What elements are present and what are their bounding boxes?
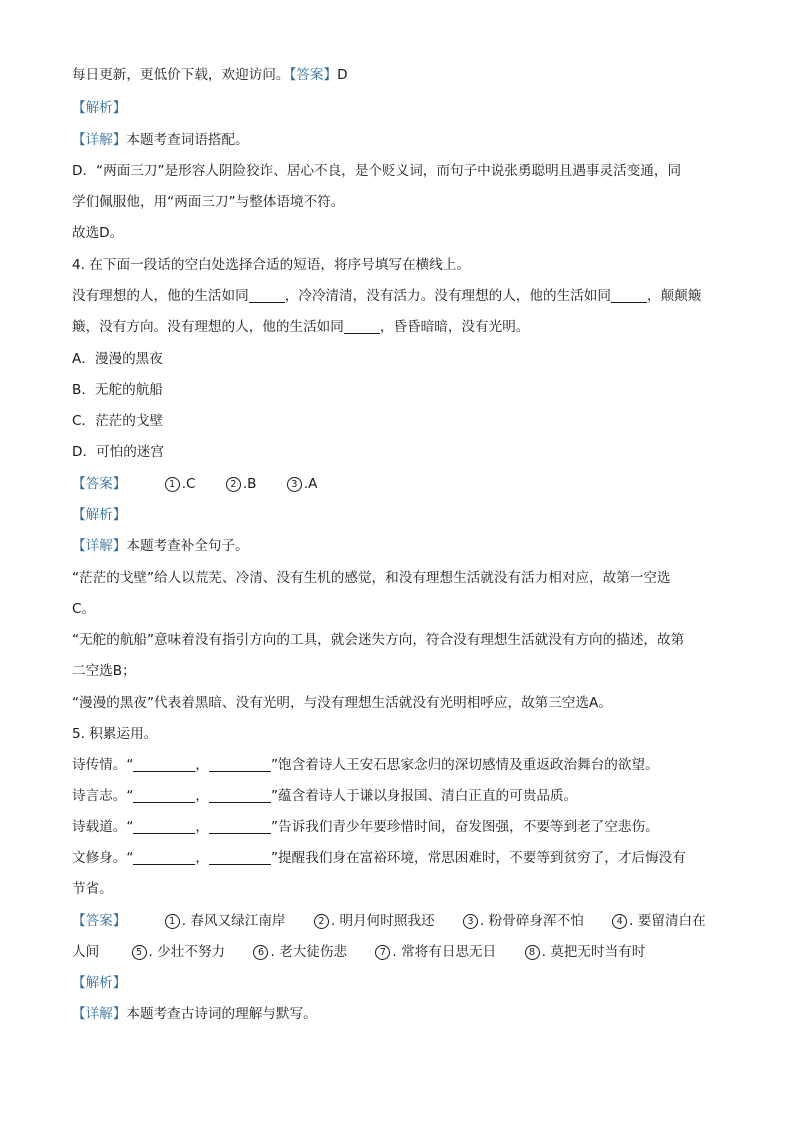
explanation-line: 二空选B； xyxy=(72,663,136,679)
poem-row: 诗载道。“ ， ”告诉我们青少年要珍惜时间，奋发图强，不要等到老了空悲伤。 xyxy=(72,819,659,835)
option-c: C．茫茫的戈壁 xyxy=(72,413,164,429)
option-d: D．可怕的迷宫 xyxy=(72,444,165,460)
circled-number: 6 xyxy=(253,945,268,960)
fill-blank[interactable] xyxy=(209,757,271,772)
detail-text: 本题考查古诗词的理解与默写。 xyxy=(126,1006,317,1022)
circled-number: 2 xyxy=(226,477,241,492)
analysis-tag: 【解析】 xyxy=(72,975,127,991)
question-paragraph-line: 簸，没有方向。没有理想的人，他的生活如同 ，昏昏暗暗，没有光明。 xyxy=(72,319,530,335)
explanation-line: “茫茫的戈壁”给人以荒芜、冷清、没有生机的感觉，和没有理想生活就没有活力相对应，故第一空选 xyxy=(72,570,671,586)
answer-item: 4 . 要留清白在 xyxy=(612,912,706,930)
explanation-line: 学们佩服他，用“两面三刀”与整体语境不符。 xyxy=(72,194,345,210)
answer-line xyxy=(72,912,706,930)
analysis-heading xyxy=(72,506,126,524)
question-paragraph-line: 没有理想的人，他的生活如同 ，冷冷清清，没有活力。没有理想的人，他的生活如同 ，颠颠簸 xyxy=(72,288,702,304)
answer-item: 3 .A xyxy=(287,475,318,493)
option-a: A．漫漫的黑夜 xyxy=(72,351,163,367)
answer-item: 3 . 粉骨碎身浑不怕 xyxy=(463,912,584,930)
fill-blank[interactable] xyxy=(133,819,195,834)
fill-blank[interactable] xyxy=(209,788,271,803)
fill-blank[interactable] xyxy=(249,288,285,303)
circled-number: 3 xyxy=(463,914,478,929)
circled-number: 1 xyxy=(165,477,180,492)
conclusion-line: 故选D。 xyxy=(72,225,124,241)
explanation-line: “无舵的航船”意味着没有指引方向的工具，就会迷失方向，符合没有理想生活就没有方向的描述，故第 xyxy=(72,632,685,648)
detail-text: 本题考查词语搭配。 xyxy=(126,132,249,148)
answer-item: 2 .B xyxy=(226,475,257,493)
analysis-heading xyxy=(72,99,126,117)
answer-item: 8 . 莫把无时当有时 xyxy=(525,943,646,961)
detail-tag: 【详解】 xyxy=(72,1006,127,1022)
fill-blank[interactable] xyxy=(133,850,195,865)
fill-blank[interactable] xyxy=(133,757,195,772)
answer-tag: 【答案】 xyxy=(289,67,338,83)
fill-blank[interactable] xyxy=(344,319,380,334)
circled-number: 3 xyxy=(287,477,302,492)
circled-number: 5 xyxy=(132,945,147,960)
fill-blank[interactable] xyxy=(133,788,195,803)
detail-line xyxy=(72,1005,317,1023)
header-line xyxy=(72,66,348,84)
analysis-tag: 【解析】 xyxy=(72,100,127,116)
detail-line xyxy=(72,537,249,555)
answer-tag: 【答案】 xyxy=(72,476,127,492)
answer-item: 1 .C xyxy=(165,475,196,493)
option-b: B．无舵的航船 xyxy=(72,382,163,398)
circled-number: 4 xyxy=(612,914,627,929)
answer-tag: 【答案】 xyxy=(72,913,127,929)
fill-blank[interactable] xyxy=(209,819,271,834)
fill-blank[interactable] xyxy=(209,850,271,865)
answer-item: 5 . 少壮不努力 xyxy=(132,943,226,961)
explanation-line: D．“两面三刀”是形容人阴险狡诈、居心不良，是个贬义词，而句子中说张勇聪明且遇事灵活变通，同 xyxy=(72,163,682,179)
detail-tag: 【详解】 xyxy=(72,132,127,148)
question-stem: 4. 在下面一段话的空白处选择合适的短语，将序号填写在横线上。 xyxy=(72,257,470,273)
circled-number: 7 xyxy=(375,945,390,960)
detail-tag: 【详解】 xyxy=(72,538,127,554)
answer-item: 2 . 明月何时照我还 xyxy=(314,912,435,930)
answer-line-continued: 人间 5 . 少壮不努力 6 . 老大徒伤悲 7 . 常将有日思无日 8 . 莫把无时当有时 xyxy=(72,944,646,960)
answer-line xyxy=(72,475,317,493)
analysis-heading xyxy=(72,974,126,992)
poem-row: 诗传情。“ ， ”饱含着诗人王安石思家念归的深切感情及重返政治舞台的欲望。 xyxy=(72,757,659,773)
explanation-line: C。 xyxy=(72,601,96,617)
explanation-line: “漫漫的黑夜”代表着黑暗、没有光明，与没有理想生活就没有光明相呼应，故第三空选A。 xyxy=(72,695,612,711)
analysis-tag: 【解析】 xyxy=(72,507,127,523)
detail-line xyxy=(72,131,249,149)
answer-value: D xyxy=(337,67,348,83)
poem-row: 文修身。“ ， ”提醒我们身在富裕环境，常思困难时，不要等到贫穷了，才后悔没有 xyxy=(72,850,686,866)
circled-number: 8 xyxy=(525,945,540,960)
answer-item: 1 . 春风又绿江南岸 xyxy=(165,912,286,930)
site-notice: 每日更新，更低价下载，欢迎访问。 xyxy=(72,67,290,83)
poem-row: 诗言志。“ ， ”蕴含着诗人于谦以身报国、清白正直的可贵品质。 xyxy=(72,788,578,804)
answer-item: 7 . 常将有日思无日 xyxy=(375,943,496,961)
detail-text: 本题考查补全句子。 xyxy=(126,538,249,554)
question-stem: 5. 积累运用。 xyxy=(72,726,158,742)
circled-number: 1 xyxy=(165,914,180,929)
circled-number: 2 xyxy=(314,914,329,929)
poem-row-continued: 节省。 xyxy=(72,881,113,897)
fill-blank[interactable] xyxy=(611,288,647,303)
answer-item: 6 . 老大徒伤悲 xyxy=(253,943,347,961)
